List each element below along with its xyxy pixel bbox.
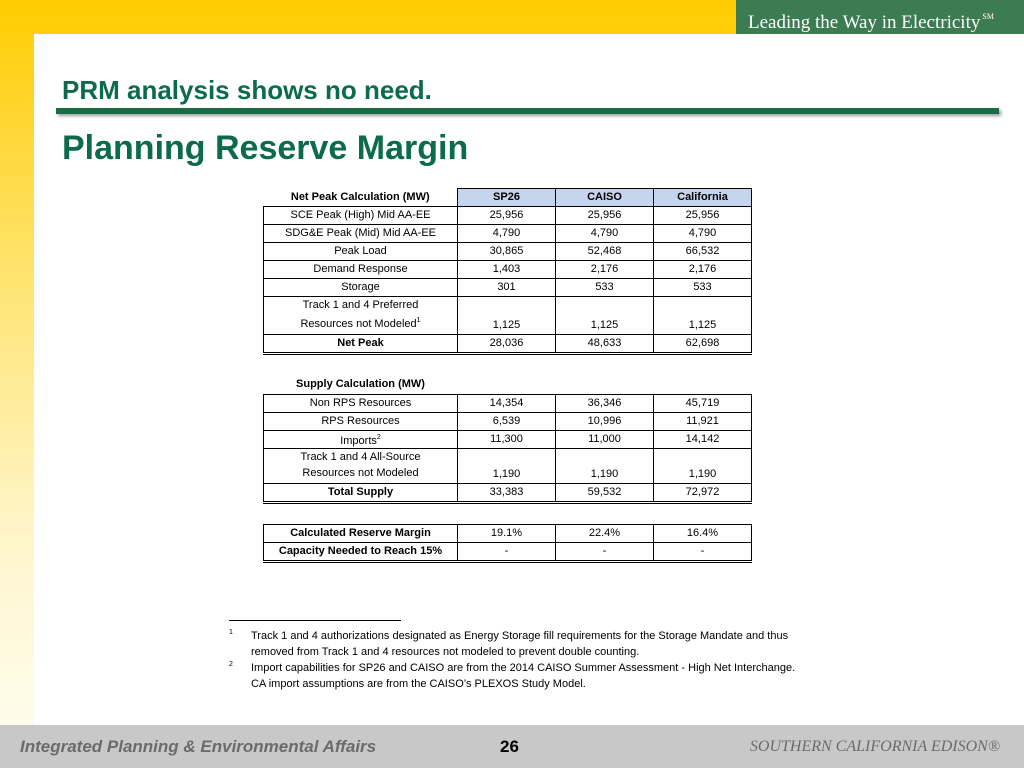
table-row [264, 449, 752, 484]
row-label-line2: Resources not Modeled [300, 318, 417, 330]
row-label: Peak Load [264, 243, 458, 261]
cell-caiso: 52,468 [556, 243, 654, 261]
column-header-caiso: CAISO [556, 189, 654, 207]
cell-california: 1,190 [654, 449, 752, 484]
cell-california: 4,790 [654, 225, 752, 243]
table-row [264, 207, 752, 225]
supply-header-row [264, 375, 752, 395]
row-label [264, 449, 458, 484]
footnote [229, 628, 799, 660]
footnote-number: 1 [229, 629, 233, 636]
footnote-ref: 1 [416, 317, 421, 324]
column-header-sp26: SP26 [458, 189, 556, 207]
footnote-ref: 2 [376, 434, 381, 441]
cell-california: 14,142 [654, 431, 752, 449]
row-label-line2: Resources not Modeled [302, 467, 419, 479]
footnote-text: Track 1 and 4 authorizations designated as Energy Storage fill requirements for the Storage Mandate and thus removed from Track 1 and 4 resources not modeled to prevent double counting. [251, 630, 789, 658]
cell-sp26: 30,865 [458, 243, 556, 261]
cell-california: 2,176 [654, 261, 752, 279]
spacer-row [264, 354, 752, 376]
row-label: Calculated Reserve Margin [264, 525, 458, 543]
row-label: SDG&E Peak (Mid) Mid AA-EE [264, 225, 458, 243]
cell-sp26: 1,125 [458, 297, 556, 335]
slide-title: Planning Reserve Margin [62, 129, 469, 167]
table-row [264, 297, 752, 335]
row-label: Demand Response [264, 261, 458, 279]
cell-sp26: 25,956 [458, 207, 556, 225]
cell-sp26: 1,190 [458, 449, 556, 484]
page-number: 26 [500, 737, 519, 756]
cell-sp26: 301 [458, 279, 556, 297]
table-row [264, 413, 752, 431]
footnote-text: Import capabilities for SP26 and CAISO are from the 2014 CAISO Summer Assessment - High Net Interchange. CA import assumptions are from the CAISO’s PLEXOS Study Model. [251, 662, 796, 690]
row-label [264, 431, 458, 449]
cell-california: 66,532 [654, 243, 752, 261]
cell-caiso: 1,125 [556, 297, 654, 335]
column-header-california: California [654, 189, 752, 207]
cell-sp26: 19.1% [458, 525, 556, 543]
tagline-text: Leading the Way in Electricity [748, 12, 981, 33]
cell-california: 45,719 [654, 395, 752, 413]
table-row [264, 395, 752, 413]
service-mark: SM [982, 12, 994, 21]
row-label: RPS Resources [264, 413, 458, 431]
footer-bar [0, 725, 1024, 768]
footnote [229, 660, 799, 692]
cell-caiso: 22.4% [556, 525, 654, 543]
cell-caiso: 10,996 [556, 413, 654, 431]
cell-sp26: 4,790 [458, 225, 556, 243]
net-peak-total-row [264, 335, 752, 354]
cell-caiso: 25,956 [556, 207, 654, 225]
row-label-line1: Track 1 and 4 All-Source [300, 451, 421, 463]
row-label [264, 297, 458, 335]
cell-caiso: 36,346 [556, 395, 654, 413]
cell-sp26: - [458, 543, 556, 562]
table-row [264, 279, 752, 297]
total-supply-row [264, 484, 752, 503]
row-label: Net Peak [264, 335, 458, 354]
table-row [264, 261, 752, 279]
row-label: Total Supply [264, 484, 458, 503]
cell-sp26: 1,403 [458, 261, 556, 279]
cell-california: 11,921 [654, 413, 752, 431]
row-label-text: Imports [340, 435, 377, 447]
cell-california: 1,125 [654, 297, 752, 335]
net-peak-header-row [264, 189, 752, 207]
cell-caiso: 48,633 [556, 335, 654, 354]
cell-sp26: 6,539 [458, 413, 556, 431]
table-row [264, 225, 752, 243]
footnote-divider [229, 620, 401, 621]
cell-sp26: 28,036 [458, 335, 556, 354]
title-divider [56, 108, 999, 114]
cell-caiso: 2,176 [556, 261, 654, 279]
cell-sp26: 11,300 [458, 431, 556, 449]
spacer-row [264, 503, 752, 525]
cell-caiso: - [556, 543, 654, 562]
row-label-line1: Track 1 and 4 Preferred [302, 299, 419, 311]
supply-heading: Supply Calculation (MW) [264, 375, 458, 395]
cell-caiso: 11,000 [556, 431, 654, 449]
row-label: Storage [264, 279, 458, 297]
cell-california: 72,972 [654, 484, 752, 503]
cell-california: 62,698 [654, 335, 752, 354]
cell-caiso: 4,790 [556, 225, 654, 243]
row-label: Non RPS Resources [264, 395, 458, 413]
cell-sp26: 14,354 [458, 395, 556, 413]
net-peak-heading: Net Peak Calculation (MW) [290, 190, 430, 203]
company-name: SOUTHERN CALIFORNIA EDISON® [749, 738, 1000, 755]
row-label: SCE Peak (High) Mid AA-EE [264, 207, 458, 225]
reserve-margin-row [264, 525, 752, 543]
cell-california: 25,956 [654, 207, 752, 225]
slide-subtitle: PRM analysis shows no need. [62, 75, 432, 105]
reserve-margin-table [263, 188, 752, 563]
footer-department: Integrated Planning & Environmental Affairs [20, 737, 377, 756]
capacity-needed-row [264, 543, 752, 562]
table-row [264, 431, 752, 449]
footnote-number: 2 [229, 661, 233, 668]
tagline-banner [736, 0, 1024, 34]
footnotes [229, 628, 799, 692]
row-label: Capacity Needed to Reach 15% [264, 543, 458, 562]
cell-caiso: 59,532 [556, 484, 654, 503]
table-row [264, 243, 752, 261]
cell-caiso: 1,190 [556, 449, 654, 484]
cell-california: 533 [654, 279, 752, 297]
cell-sp26: 33,383 [458, 484, 556, 503]
cell-california: 16.4% [654, 525, 752, 543]
cell-california: - [654, 543, 752, 562]
cell-caiso: 533 [556, 279, 654, 297]
